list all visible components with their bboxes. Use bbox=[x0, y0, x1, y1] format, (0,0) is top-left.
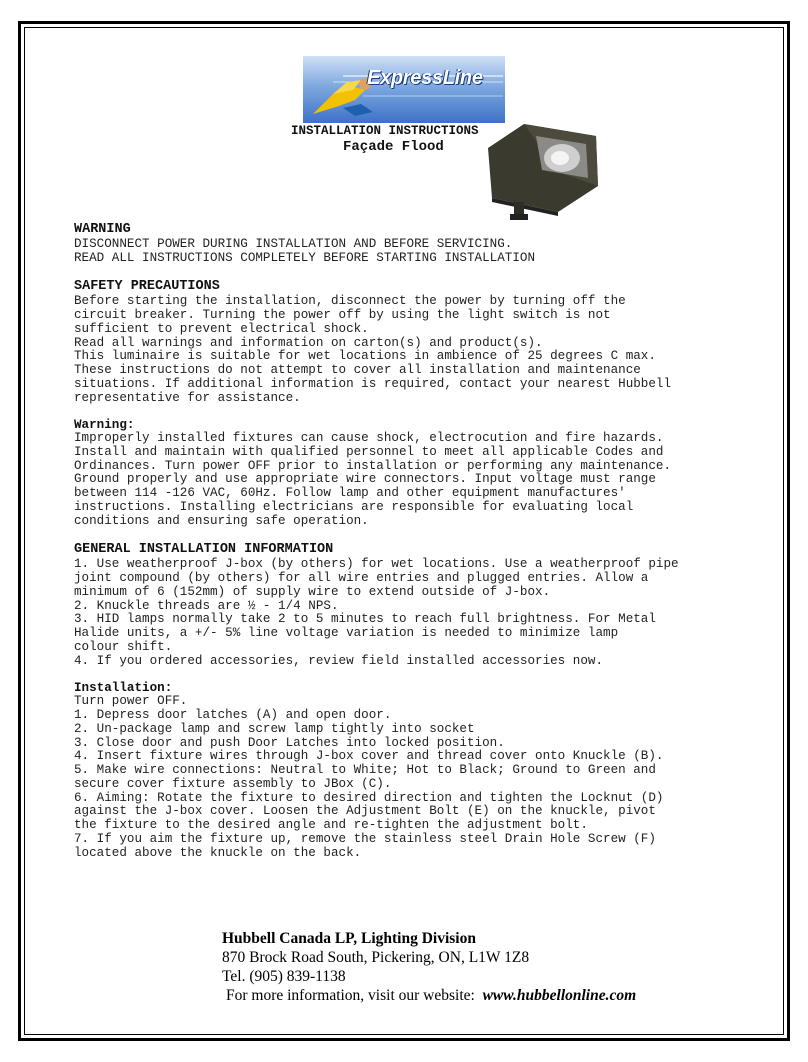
general-line: 3. HID lamps normally take 2 to 5 minutes to reach full brightness. For Metal bbox=[74, 612, 656, 626]
safety-line: situations. If additional information is required, contact your nearest Hubbell bbox=[74, 377, 672, 391]
flood-fixture-icon bbox=[484, 112, 602, 222]
general-line: Halide units, a +/- 5% line voltage variation is needed to minimize lamp bbox=[74, 626, 619, 640]
safety-line: Before starting the installation, disconnect the power by turning off the bbox=[74, 294, 626, 308]
installation-line: the fixture to the desired angle and re-tighten the adjustment bolt. bbox=[74, 818, 588, 832]
installation-line: 2. Un-package lamp and screw lamp tightly into socket bbox=[74, 722, 475, 736]
warning2-line: Improperly installed fixtures can cause shock, electrocution and fire hazards. bbox=[74, 431, 664, 445]
general-line: 4. If you ordered accessories, review field installed accessories now. bbox=[74, 654, 604, 668]
installation-line: 5. Make wire connections: Neutral to White; Hot to Black; Ground to Green and bbox=[74, 763, 656, 777]
safety-line: These instructions do not attempt to cover all installation and maintenance bbox=[74, 363, 641, 377]
document-title: INSTALLATION INSTRUCTIONS bbox=[291, 124, 479, 138]
installation-line: 1. Depress door latches (A) and open door. bbox=[74, 708, 392, 722]
product-name: Façade Flood bbox=[343, 139, 444, 155]
company-name: Hubbell Canada LP, Lighting Division bbox=[222, 930, 476, 947]
installation-line: located above the knuckle on the back. bbox=[74, 846, 362, 860]
installation-heading: Installation: bbox=[74, 681, 173, 695]
logo-text: ExpressLine bbox=[367, 67, 483, 89]
general-line: 1. Use weatherproof J-box (by others) for wet locations. Use a weatherproof pipe bbox=[74, 557, 679, 571]
warning2-line: Install and maintain with qualified personnel to meet all applicable Codes and bbox=[74, 445, 664, 459]
company-address: 870 Brock Road South, Pickering, ON, L1W 1Z8 bbox=[222, 949, 530, 966]
installation-line: secure cover fixture assembly to JBox (C). bbox=[74, 777, 392, 791]
installation-line: 6. Aiming: Rotate the fixture to desired direction and tighten the Locknut (D) bbox=[74, 791, 664, 805]
website-line bbox=[226, 987, 636, 1005]
warning2-line: between 114 -126 VAC, 60Hz. Follow lamp and other equipment manufactures' bbox=[74, 486, 626, 500]
page-border-inner bbox=[24, 27, 784, 1035]
safety-line: sufficient to prevent electrical shock. bbox=[74, 322, 369, 336]
installation-line: 3. Close door and push Door Latches into locked position. bbox=[74, 736, 505, 750]
general-line: colour shift. bbox=[74, 640, 173, 654]
safety-line: This luminaire is suitable for wet locations in ambience of 25 degrees C max. bbox=[74, 349, 656, 363]
installation-line: 4. Insert fixture wires through J-box cover and thread cover onto Knuckle (B). bbox=[74, 749, 664, 763]
warning-heading: WARNING bbox=[74, 222, 131, 237]
warning2-heading: Warning: bbox=[74, 418, 135, 432]
warning-line: READ ALL INSTRUCTIONS COMPLETELY BEFORE STARTING INSTALLATION bbox=[74, 251, 536, 265]
general-heading: GENERAL INSTALLATION INFORMATION bbox=[74, 542, 334, 557]
warning2-line: Ground properly and use appropriate wire connectors. Input voltage must range bbox=[74, 472, 656, 486]
safety-line: Read all warnings and information on carton(s) and product(s). bbox=[74, 336, 543, 350]
website-prefix: For more information, visit our website: bbox=[226, 987, 475, 1004]
installation-line: Turn power OFF. bbox=[74, 694, 188, 708]
warning-line: DISCONNECT POWER DURING INSTALLATION AND BEFORE SERVICING. bbox=[74, 237, 513, 251]
general-line: minimum of 6 (152mm) of supply wire to extend outside of J-box. bbox=[74, 585, 551, 599]
warning2-line: Ordinances. Turn power OFF prior to installation or performing any maintenance. bbox=[74, 459, 672, 473]
installation-line: against the J-box cover. Loosen the Adjustment Bolt (E) on the knuckle, pivot bbox=[74, 804, 656, 818]
safety-line: circuit breaker. Turning the power off by using the light switch is not bbox=[74, 308, 611, 322]
safety-line: representative for assistance. bbox=[74, 391, 301, 405]
expressline-logo bbox=[303, 56, 505, 123]
general-line: 2. Knuckle threads are ½ - 1/4 NPS. bbox=[74, 599, 339, 613]
warning2-line: conditions and ensuring safe operation. bbox=[74, 514, 369, 528]
company-phone: Tel. (905) 839-1138 bbox=[222, 968, 346, 985]
safety-heading: SAFETY PRECAUTIONS bbox=[74, 279, 220, 294]
warning2-line: instructions. Installing electricians are responsible for evaluating local bbox=[74, 500, 634, 514]
general-line: joint compound (by others) for all wire entries and plugged entries. Allow a bbox=[74, 571, 649, 585]
installation-line: 7. If you aim the fixture up, remove the stainless steel Drain Hole Screw (F) bbox=[74, 832, 656, 846]
website-link[interactable]: www.hubbellonline.com bbox=[482, 987, 637, 1004]
